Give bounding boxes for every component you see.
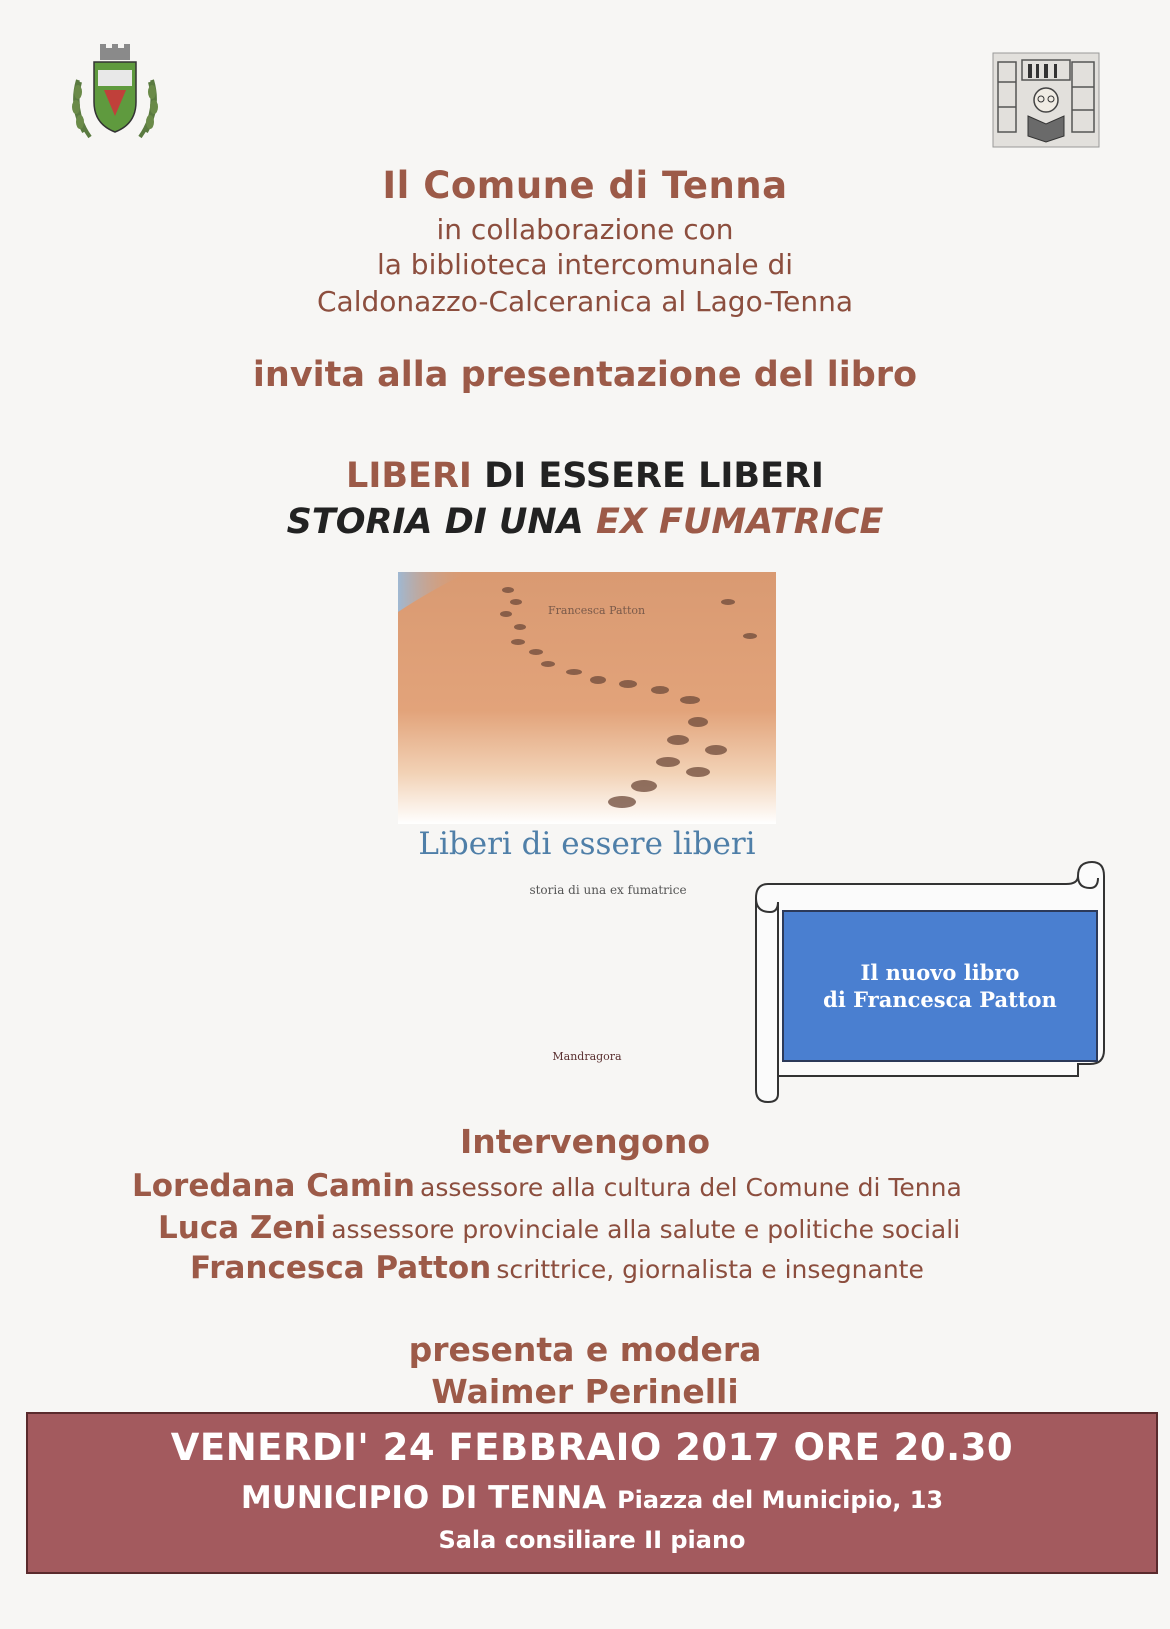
banner-line-2: di Francesca Patton — [823, 987, 1057, 1012]
collaboration-line-2: la biblioteca intercomunale di — [376, 248, 794, 281]
book-title — [0, 456, 1170, 496]
speaker-row — [158, 1210, 960, 1246]
banner-line-1: Il nuovo libro — [860, 960, 1020, 985]
book-subtitle-part1: STORIA DI UNA — [286, 502, 584, 542]
speaker-name: Loredana Camin — [132, 1168, 415, 1204]
book-subtitle — [0, 502, 1170, 542]
speaker-role: assessore provinciale alla salute e politiche sociali — [331, 1215, 961, 1244]
event-room: Sala consiliare II piano — [438, 1526, 746, 1554]
speaker-role: scrittrice, giornalista e insegnante — [496, 1255, 924, 1284]
event-venue: MUNICIPIO DI TENNA — [240, 1480, 607, 1516]
book-title-part1: LIBERI — [346, 456, 472, 496]
new-book-banner — [782, 910, 1098, 1062]
event-venue-line — [28, 1480, 1156, 1516]
speaker-role: assessore alla cultura del Comune di Tenna — [420, 1173, 962, 1202]
book-cover-image — [398, 572, 776, 1076]
invite-heading: invita alla presentazione del libro — [252, 355, 918, 395]
moderator-name: Waimer Perinelli — [431, 1372, 739, 1411]
speaker-name: Francesca Patton — [190, 1250, 492, 1286]
speaker-row — [190, 1250, 924, 1286]
collaboration-line-3: Caldonazzo-Calceranica al Lago-Tenna — [317, 285, 853, 318]
speaker-row — [132, 1168, 962, 1204]
organizer-title: Il Comune di Tenna — [382, 164, 788, 207]
book-title-part2: DI ESSERE LIBERI — [484, 456, 824, 496]
event-details-box — [26, 1412, 1158, 1574]
collaboration-line-1: in collaborazione con — [436, 213, 734, 246]
municipal-crest-icon — [70, 42, 160, 147]
book-subtitle-part2: EX FUMATRICE — [595, 502, 884, 542]
cover-publisher: Mandragora — [552, 1050, 622, 1063]
event-address: Piazza del Municipio, 13 — [617, 1486, 944, 1514]
speaker-name: Luca Zeni — [158, 1210, 327, 1246]
event-date: VENERDI' 24 FEBBRAIO 2017 ORE 20.30 — [170, 1426, 1014, 1469]
cover-author: Francesca Patton — [548, 604, 646, 617]
cover-title: Liberi di essere liberi — [418, 826, 756, 862]
library-logo-icon — [992, 52, 1100, 148]
speakers-heading: Intervengono — [459, 1122, 711, 1161]
moderator-label: presenta e modera — [408, 1330, 762, 1369]
cover-subtitle: storia di una ex fumatrice — [529, 883, 687, 897]
